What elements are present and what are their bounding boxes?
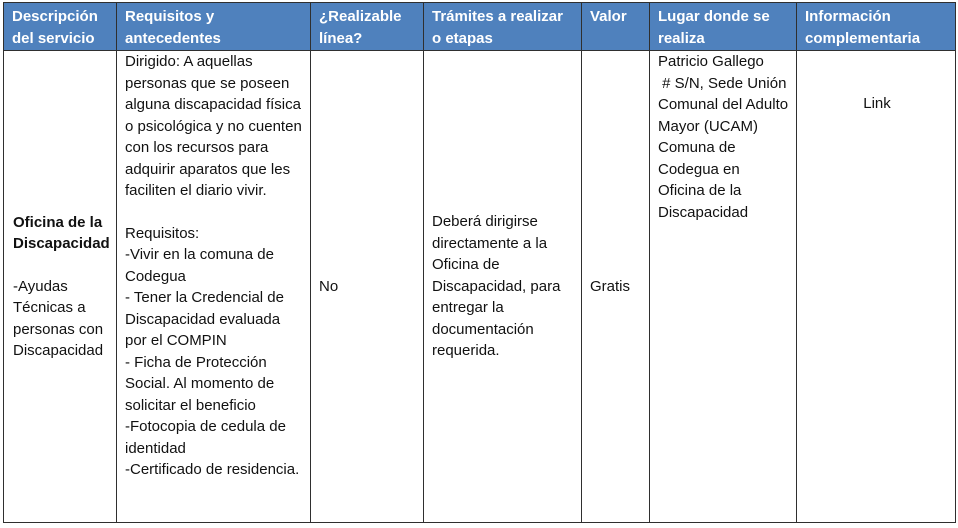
header-descripcion: Descripción del servicio xyxy=(4,3,117,51)
requirement-item: -Vivir en la comuna de Codegua xyxy=(125,246,274,285)
table-row xyxy=(4,51,956,523)
header-tramites: Trámites a realizar o etapas xyxy=(424,3,582,51)
spacer xyxy=(125,202,304,223)
requirement-item: -Fotocopia de cedula de identidad xyxy=(125,418,286,457)
location-line: # S/N, Sede Unión Comunal del Adulto Mayor (UCAM) xyxy=(658,74,793,135)
header-row xyxy=(4,3,956,51)
service-description: -Ayudas Técnicas a personas con Discapacidad xyxy=(13,277,104,359)
cell-location xyxy=(650,51,797,523)
cell-online: No xyxy=(311,51,424,523)
location-line: Comuna de Codegua en Oficina de la Discapacidad xyxy=(658,139,749,221)
services-table-container xyxy=(3,2,955,523)
requirement-item: -Certificado de residencia. xyxy=(125,461,300,478)
location-line: Patricio Gallego xyxy=(658,53,764,70)
header-lugar: Lugar donde se realiza xyxy=(650,3,797,51)
info-link[interactable]: Link xyxy=(863,95,891,112)
header-requisitos: Requisitos y antecedentes xyxy=(117,3,311,51)
cell-value: Gratis xyxy=(582,51,650,523)
services-table xyxy=(3,2,956,523)
header-valor: Valor xyxy=(582,3,650,51)
header-realizable: ¿Realizable línea? xyxy=(311,3,424,51)
requirement-item: - Tener la Credencial de Discapacidad evaluada por el COMPIN xyxy=(125,289,284,349)
requirements-intro: Dirigido: A aquellas personas que se poseen alguna discapacidad física o psicológica y no cuenten con los recursos para adquirir aparatos que les faciliten el diario vivir. xyxy=(125,53,302,199)
header-informacion: Información complementaria xyxy=(797,3,956,51)
service-title: Oficina de la Discapacidad xyxy=(13,213,110,252)
cell-service xyxy=(4,51,117,523)
cell-requirements xyxy=(117,51,311,523)
requirement-item: - Ficha de Protección Social. Al momento de solicitar el beneficio xyxy=(125,353,275,414)
cell-steps: Deberá dirigirse directamente a la Oficina de Discapacidad, para entregar la documentación requerida. xyxy=(424,51,582,523)
requirements-label: Requisitos: xyxy=(125,224,200,242)
spacer xyxy=(13,255,110,276)
cell-info xyxy=(797,51,956,523)
